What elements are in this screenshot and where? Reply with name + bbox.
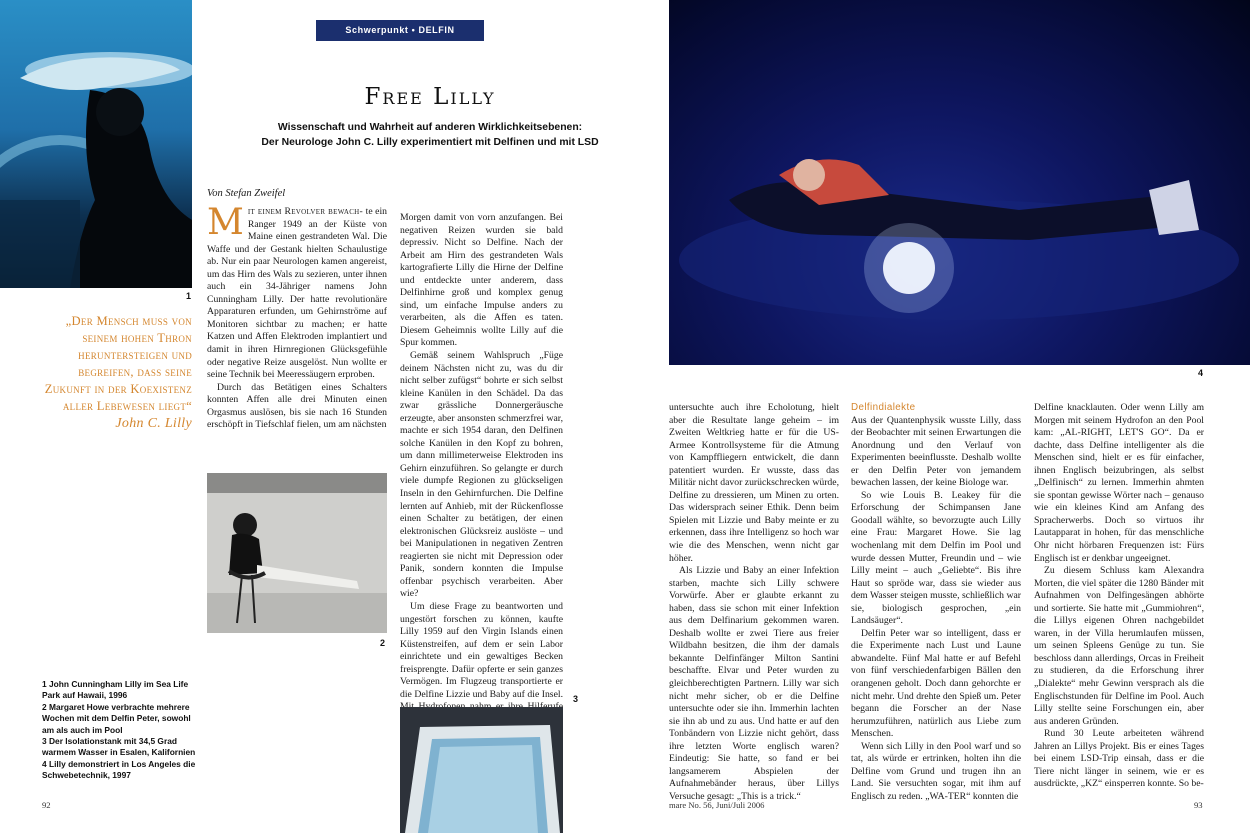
photo-4-illustration — [669, 0, 1250, 365]
page-number-right: 93 — [1194, 800, 1203, 810]
byline: Von Stefan Zweifel — [207, 188, 286, 199]
caption-2: 2 Margaret Howe verbrachte mehrere Wochen mit dem Delfin Peter, sowohl am als auch im Pool — [42, 701, 191, 735]
photo-lilly-floating — [669, 0, 1250, 365]
paragraph: Delfin Peter war so intelligent, dass er die Experimente nach Lust und Laune abwandelte. Fünf Mal hatte er auf Befehl von fünf verschiedenfarbigen Bällen den orangenen geholt. Doch dann gehorchte er nicht mehr. Und drehte den Spieß um. Peter begann die Forscher an der Nase herumzuführen, natürlich aus Liebe zum Menschen. — [851, 627, 1021, 740]
photo-isolation-tank — [400, 707, 563, 833]
caption-3: 3 Der Isolationstank mit 34,5 Grad warmem Wasser in Esalen, Kalifornien — [42, 736, 196, 758]
paragraph: Zu diesem Schluss kam Alexandra Morten, die viel später die 1280 Bänder mit Aufnahmen von Delfingesängen abhörte und sortierte. Sie hatte mit „Gummiohren“, die Lillys eigenen Ohren nachgebildet waren, in der Villa herumlaufen müssen, um seinen Spleens Genüge zu tun. Sie beschloss dann allerdings, Orcas in Freiheit zu studieren, da die Erforschung ihrer „Dialekte“ mehr Gewinn versprach als die Englischstunden für Delfine im Pool. Auch Lilly stellte seine Forschungen ein, aber aus anderen Gründen. — [1034, 565, 1204, 727]
paragraph: So wie Louis B. Leakey für die Erforschung der Schimpansen Jane Goodall wählte, so bevorzugte auch Lilly eine Frau: Margaret Howe. Sie lag wochenlang mit dem Delfin im Pool und wurde dessen Mutter, Freundin und – wie Lilly meint – auch „Geliebte“. Bis ihre Haut so spröde war, dass sie wieder aus dem Wasser steigen musste, schließlich war sie, biologisch gesprochen, „ein Landsäuger“. — [851, 489, 1021, 627]
caption-1: 1 John Cunningham Lilly im Sea Life Park auf Hawaii, 1996 — [42, 679, 189, 701]
pull-quote — [40, 313, 192, 432]
paragraph: Als Lizzie und Baby an einer Infektion starben, machte sich Lilly schwere Vorwürfe. Aber er glaubte erkannt zu haben, dass sie schon mit einer Infektion aus dem Delfinarium gekommen waren. Deshalb wollte er zwei Tiere aus freier Wildbahn besitzen, die ihm der damals bekannte Delfinfänger Milton Santini beschaffte. Elvar und Peter wurden zu gleichberechtigten Partnern. Lilly war sich nicht mehr sicher, ob er die Delfine untersuchte oder sie ihn. Immerhin lachten sie ihn ab und zu aus. Und hatte er auf den Tonbändern von Lizzie nicht gehört, dass ihre letzten Worte englisch waren? Eindeutig: Sie hatte, so fand er bei langsamerem Abspielen der Aufnahmebänder heraus, über Lillys Versuche gesagt: „This is a trick.“ — [669, 565, 839, 802]
paragraph: Delfine knacklauten. Oder wenn Lilly am Morgen mit seinem Hydrofon an den Pool kam: „AL-RIGHT, LET'S GO“. Da er dachte, dass Delfine intelligenter als die Menschen sind, hielt er es für einfacher, ihnen Englisch beizubringen, als selbst „Delfinisch“ zu lernen. Immerhin ahmten sie spontan gewisse Wörter nach – genauso wie ein kleines Kind am Anfang des Spracherwerbs. Doch so virtuos ihr Lautapparat in hohen, für das menschliche Ohr nicht hörbaren Frequenzen ist: Fürs Englisch ist er denkbar ungeeignet. — [1034, 402, 1204, 564]
paragraph: Rund 30 Leute arbeiteten während Jahren an Lillys Projekt. Bis er eines Tages bei einem LSD-Trip einsah, dass er die Tiere nicht länger in seinem, wie er es ausdrückte, „KZ“ einsperren konnte. So be- — [1034, 728, 1204, 790]
text-column-1 — [207, 202, 388, 432]
article-subtitle — [200, 120, 660, 150]
text-column-3 — [669, 402, 839, 804]
section-banner: Schwerpunkt • DELFIN — [316, 20, 484, 41]
photo-lilly-sea-life-park — [0, 0, 192, 288]
text-column-4 — [851, 402, 1021, 804]
subtitle-line-2: Der Neurologe John C. Lilly experimentiert mit Delfinen und mit LSD — [261, 137, 599, 148]
article-title: Free Lilly — [364, 84, 496, 110]
photo-3-illustration — [400, 707, 563, 833]
subheading-delfindialekte: Delfindialekte — [851, 402, 916, 413]
subtitle-line-1: Wissenschaft und Wahrheit auf anderen Wirklichkeitsebenen: — [277, 122, 583, 133]
photo-captions — [42, 679, 202, 782]
paragraph: Durch das Betätigen eines Schalters konnten Affen alle drei Minuten einen Orgasmus auslösen, bis sie nach 16 Stunden erschöpft in Tiefschlaf fielen, um am nächsten — [207, 381, 387, 431]
caption-4: 4 Lilly demonstriert in Los Angeles die Schwebetechnik, 1997 — [42, 758, 196, 781]
paragraph: Aus der Quantenphysik wusste Lilly, dass der Beobachter mit seinen Erwartungen die Anordnung und den Verlauf von Experimenten beeinflusste. Deshalb wollte er den Delfin Peter von jemandem bewachen lassen, der keine Biologe war. — [851, 414, 1021, 489]
text-column-2 — [400, 212, 563, 739]
paragraph: Wenn sich Lilly in den Pool warf und so tat, als würde er ertrinken, holten ihn die Delfine vom Grund und trugen ihn an Land. Sie versuchten sogar, mit ihm auf Englisch zu reden. „WA-TER“ konnten die — [851, 740, 1021, 802]
paragraph: Mit einem Revolver bewach- te ein Ranger 1949 an der Küste von Maine einen gestrandeten Wal. Die Waffe und der Gestank hielten Schaulustige ab. Nur ein paar Neurologen kamen angereist, um das Hirn des Wals zu sezieren, unter ihnen auch ein 34-Jähriger namens John Cunningham Lilly. Der hatte revolutionäre Apparaturen erfunden, um Gehirnströme auf Monitoren sichtbar zu machen; er hatte Katzen und Affen Elektroden implantiert und damit in ihren Hirnregionen Glücksgefühle oder negative Reize ausgelöst. Nun wollte er seine Technik bei Meeressäugern erproben. — [207, 202, 388, 381]
photo-2-illustration — [207, 473, 387, 633]
paragraph: Gemäß seinem Wahlspruch „Füge deinem Nächsten nicht zu, was du dir nicht selber zufügst“ bohrte er sich selbst kleine Kanülen in den Schädel. Da das zwar grässliche Donnergeräusche erzeugte, aber ansonsten schmerzfrei war, machte er sich 1954 daran, den Delfinen solche Kanülen in den Kopf zu bohren, um dann millimeterweise Elektroden ins Gehirn einzuführen. So gelangte er durch viele dumpfe Regionen zu glückseligen Inseln in den Gehirnfurchen. Die Delfine lernten auf Anhieb, mit der Rückenflosse einen Schalter zu betätigen, der einen elektronischen Glücksreiz auslöste – und bei Manipulationen in negativen Zentren reagierten sie nicht mit Depression oder Panik, sondern konnten die Impulse offenbar psychisch verarbeiten. Aber wie? — [400, 350, 563, 600]
photo-number-3: 3 — [573, 694, 579, 704]
magazine-issue: mare No. 56, Juni/Juli 2006 — [669, 800, 765, 810]
paragraph: untersuchte auch ihre Echolotung, hielt aber die Resultate lange geheim – im Zweiten Weltkrieg hatte er für die US-Armee Kontrollsysteme für die Atmung von Kampffliegern entwickelt, die dann patentiert wurden. Er wusste, dass das Militär nicht davor zurückschrecken würde, Delfine zu dressieren, um Minen zu orten. Das widersprach seiner Ethik. Denn beim Spielen mit Lizzie und Baby meinte er zu erkennen, dass ihre Intelligenz so hoch war wie die des Menschen, wenn nicht gar höher. — [669, 402, 839, 564]
photo-number-2: 2 — [380, 638, 386, 648]
photo-number-4: 4 — [1198, 368, 1204, 378]
photo-number-1: 1 — [186, 291, 192, 301]
page-number-left: 92 — [42, 800, 51, 810]
drop-cap: M — [207, 202, 244, 243]
lead-in-caps: it einem Revolver bewach- — [247, 206, 364, 217]
photo-margaret-howe — [207, 473, 387, 633]
paragraph: Morgen damit von vorn anzufangen. Bei negativen Reizen wurden sie bald depressiv. Nicht so Delfine. Nach der Arbeit am Hirn des gestrandeten Wals kartografierte Lilly die Hirne der Delfine und entdeckte unter anderem, dass Delfinhirne groß und komplex genug sind, um einfache Impulse anders zu verarbeiten, als die Affen es taten. Diesem Geheimnis wollte Lilly auf die Spur kommen. — [400, 212, 563, 349]
text-column-5 — [1034, 402, 1204, 791]
photo-1-illustration — [0, 0, 192, 288]
pull-quote-author: John C. Lilly — [115, 416, 192, 431]
pull-quote-text: „Der Mensch muss von seinem hohen Thron heruntersteigen und begreifen, dass seine Zukunft in der Koexistenz aller Lebewesen liegt“ — [44, 314, 192, 413]
paragraph: Um diese Frage zu beantworten und ungestört forschen zu können, kaufte Lilly 1959 auf den Virgin Islands einen Küstenstreifen, auf dem er sein Labor einrichtete und ein gewaltiges Becken freisprengte. Dafür opferte er sein ganzes Vermögen. Im Flugzeug transportierte er die Delfine Lizzie und Baby auf die Insel. — [400, 600, 563, 700]
